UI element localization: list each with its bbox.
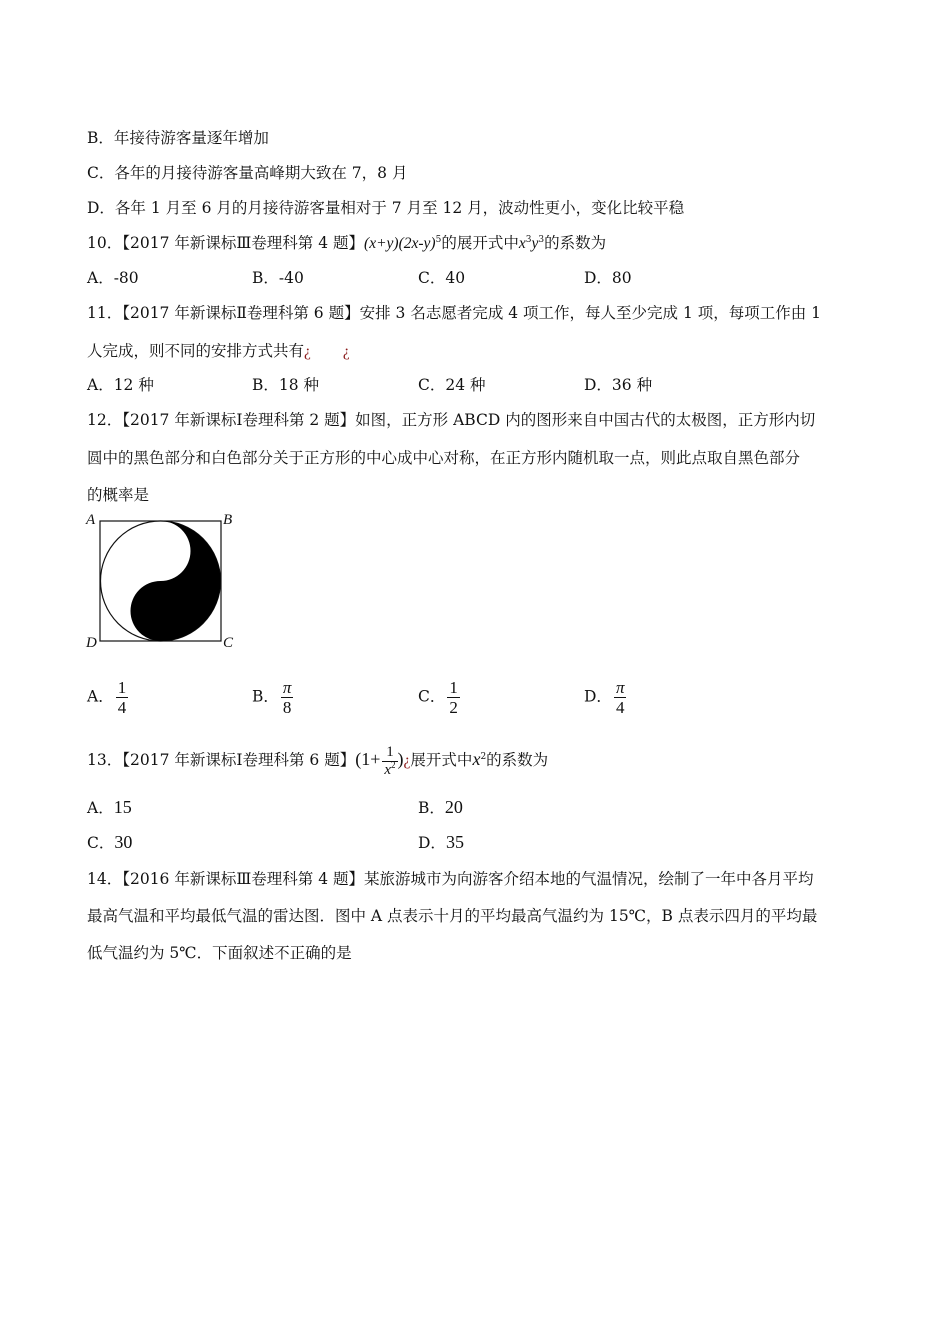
q12-option-c-fraction bbox=[447, 678, 460, 717]
fraction-numerator: 1 bbox=[117, 678, 127, 697]
q13-option-c-label: C． bbox=[87, 834, 115, 852]
fraction-denominator: x bbox=[384, 761, 392, 778]
q13-mid-text: 展开式中 bbox=[410, 751, 473, 769]
q13-option-d-label: D． bbox=[418, 834, 446, 852]
q10-term-x: x bbox=[518, 235, 526, 252]
fraction-denominator: 8 bbox=[282, 698, 292, 717]
q13-option-b-label: B． bbox=[418, 799, 445, 817]
q11-option-c: C．24 种 bbox=[418, 376, 486, 394]
q10-option-b: B．-40 bbox=[252, 269, 304, 287]
q13-option-a-label: A． bbox=[87, 799, 114, 817]
q13-mark: ¿ bbox=[403, 752, 411, 769]
q10-option-d: D．80 bbox=[584, 269, 632, 287]
q11-mark-1: ¿ bbox=[304, 343, 311, 360]
q14-stem-line2: 最高气温和平均最低气温的雷达图．图中 A 点表示十月的平均最高气温约为 15℃，B 点表示四月的平均最 bbox=[87, 907, 818, 925]
q11-stem-line2-text: 人完成，则不同的安排方式共有 bbox=[87, 342, 305, 360]
fraction-numerator: 1 bbox=[449, 678, 458, 697]
q12-option-c bbox=[418, 678, 460, 717]
q10-term-x-exponent: 3 bbox=[525, 234, 532, 245]
q10-mid-text: 的展开式中 bbox=[441, 234, 519, 252]
q11-option-b: B．18 种 bbox=[252, 376, 320, 394]
fraction-denominator: 4 bbox=[117, 698, 127, 717]
q9-option-d: D．各年 1 月至 6 月的月接待游客量相对于 7 月至 12 月，波动性更小，变化比较平稳 bbox=[87, 199, 685, 217]
q13-option-d-value: 35 bbox=[445, 832, 464, 852]
figure-label-a: A bbox=[86, 512, 96, 528]
fraction-denominator: 4 bbox=[615, 698, 625, 717]
q13-option-b bbox=[418, 796, 463, 819]
q12-option-a-label: A． bbox=[87, 687, 114, 706]
q13-paren-open: (1+ bbox=[355, 749, 381, 769]
q13-paren-close: ) bbox=[397, 749, 404, 769]
q10-stem bbox=[87, 232, 606, 255]
q12-option-a-fraction bbox=[116, 678, 129, 717]
q9-option-c: C．各年的月接待游客量高峰期大致在 7，8 月 bbox=[87, 164, 408, 182]
figure-label-c: C bbox=[223, 635, 234, 651]
q12-stem-line3: 的概率是 bbox=[87, 486, 150, 504]
q10-expression-exponent: 5 bbox=[435, 234, 442, 245]
q12-option-b-fraction bbox=[281, 678, 294, 717]
q12-option-c-label: C． bbox=[418, 687, 446, 706]
q12-stem-line2: 圆中的黑色部分和白色部分关于正方形的中心成中心对称，在正方形内随机取一点，则此点取自黑色部分 bbox=[87, 449, 801, 467]
q13-source: 【2017 年新课标Ⅰ卷理科第 6 题】 bbox=[122, 751, 356, 769]
q11-option-a: A．12 种 bbox=[87, 376, 154, 394]
fraction-numerator: 1 bbox=[386, 743, 394, 760]
q12-option-a bbox=[87, 678, 128, 717]
q10-term-y-exponent: 3 bbox=[538, 234, 545, 245]
q13-option-b-value: 20 bbox=[444, 797, 463, 817]
figure-label-d: D bbox=[86, 635, 97, 651]
q13-number: 13． bbox=[87, 751, 123, 769]
q13-fraction bbox=[382, 744, 397, 779]
q10-tail: 的系数为 bbox=[544, 234, 607, 252]
q13-option-a bbox=[87, 796, 132, 819]
q14-stem-line3: 低气温约为 5℃．下面叙述不正确的是 bbox=[87, 944, 352, 962]
q13-option-a-value: 15 bbox=[113, 797, 132, 817]
figure-label-b: B bbox=[223, 512, 233, 528]
q12-option-b-label: B． bbox=[252, 687, 279, 706]
q12-option-b bbox=[252, 678, 293, 717]
q11-stem-line1: 11．【2017 年新课标Ⅱ卷理科第 6 题】安排 3 名志愿者完成 4 项工作，每人至少完成 1 项，每项工作由 1 bbox=[87, 304, 822, 322]
q14-stem-line1: 14．【2016 年新课标Ⅲ卷理科第 4 题】某旅游城市为向游客介绍本地的气温情况，绘制了一年中各月平均 bbox=[87, 870, 814, 888]
q13-option-d bbox=[418, 831, 464, 854]
taiji-figure bbox=[99, 520, 223, 642]
q11-option-d: D．36 种 bbox=[584, 376, 653, 394]
q10-expression: (x+y)(2x-y) bbox=[364, 235, 436, 252]
q13-option-c bbox=[87, 831, 132, 854]
q11-stem-line2 bbox=[87, 340, 350, 363]
q12-option-d bbox=[584, 678, 626, 717]
q10-source: 【2017 年新课标Ⅲ卷理科第 4 题】 bbox=[122, 234, 365, 252]
q12-stem-line1: 12．【2017 年新课标Ⅰ卷理科第 2 题】如图，正方形 ABCD 内的图形来自中国古代的太极图，正方形内切 bbox=[87, 411, 816, 429]
q9-option-b: B．年接待游客量逐年增加 bbox=[87, 129, 269, 147]
white-dot bbox=[155, 546, 166, 557]
q13-stem bbox=[87, 736, 548, 784]
q10-number: 10． bbox=[87, 234, 123, 252]
fraction-numerator: π bbox=[615, 678, 625, 697]
fraction-denominator-exponent: 2 bbox=[391, 759, 396, 770]
q13-tail: 的系数为 bbox=[486, 751, 549, 769]
q12-option-d-label: D． bbox=[584, 687, 612, 706]
black-dot bbox=[155, 606, 166, 617]
q13-option-c-value: 30 bbox=[114, 832, 133, 852]
q13-term: x bbox=[472, 749, 481, 769]
q12-option-d-fraction bbox=[614, 678, 627, 717]
q11-mark-2: ¿ bbox=[342, 343, 350, 360]
q10-option-c: C．40 bbox=[418, 269, 466, 287]
fraction-numerator: π bbox=[282, 678, 292, 697]
q10-term-y: y bbox=[531, 235, 539, 252]
fraction-denominator: 2 bbox=[449, 698, 458, 717]
q13-term-exponent: 2 bbox=[480, 751, 487, 762]
q10-option-a: A．-80 bbox=[87, 269, 139, 287]
